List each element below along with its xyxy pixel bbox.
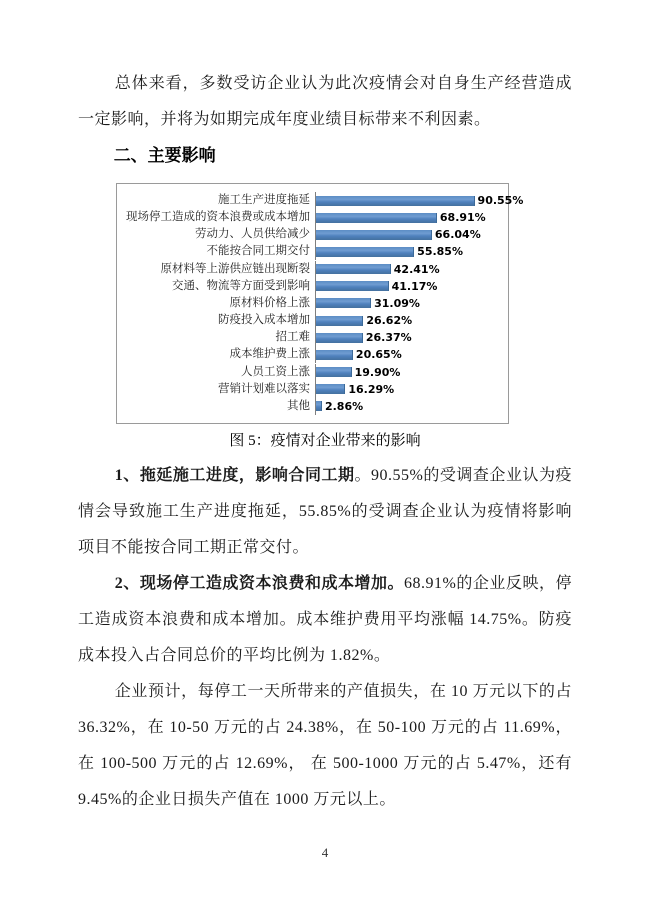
document-content xyxy=(78,66,572,818)
chart-plot-area xyxy=(315,381,506,398)
chart-row xyxy=(117,398,506,415)
chart-category-label: 营销计划难以落实 xyxy=(218,382,310,395)
chart-category-label: 人员工资上涨 xyxy=(241,365,310,378)
chart-value-label: 55.85% xyxy=(417,245,463,259)
chart-row xyxy=(117,312,506,329)
chart-category-label: 原材料等上游供应链出现断裂 xyxy=(160,262,310,275)
chart-row xyxy=(117,226,506,243)
chart-bar xyxy=(316,298,371,308)
chart-bar xyxy=(316,350,353,360)
chart-plot-area xyxy=(315,261,506,278)
chart-row xyxy=(117,346,506,363)
body-paragraph-1 xyxy=(78,458,572,566)
chart-category-label: 现场停工造成的资本浪费或成本增加 xyxy=(126,211,310,224)
chart-category-label: 招工难 xyxy=(275,331,310,344)
chart-plot-area xyxy=(315,295,506,312)
chart-row xyxy=(117,278,506,295)
paragraph-1-text: 。90.55%的受调查企业认为疫情会导致施工生产进度拖延，55.85%的受调查企业认为疫情将影响项目不能按合同工期正常交付。 xyxy=(78,467,572,556)
chart-plot-area xyxy=(315,346,506,363)
chart-plot-area xyxy=(315,278,506,295)
chart-value-label: 42.41% xyxy=(393,262,440,276)
chart-value-label: 20.65% xyxy=(355,348,402,362)
chart-row xyxy=(117,261,506,278)
chart-value-label: 68.91% xyxy=(439,211,486,225)
chart-bar xyxy=(316,264,391,274)
chart-row xyxy=(117,381,506,398)
section-heading: 二、主要影响 xyxy=(113,146,216,165)
chart-category-label: 交通、物流等方面受到影响 xyxy=(172,279,310,292)
chart-bar xyxy=(316,281,389,291)
chart-row xyxy=(117,329,506,346)
figure-caption: 图 5：疫情对企业带来的影响 xyxy=(229,433,421,449)
chart-plot-area xyxy=(315,226,506,243)
chart-value-label: 19.90% xyxy=(354,365,401,379)
chart-value-label: 31.09% xyxy=(374,296,420,310)
intro-paragraph: 总体来看，多数受访企业认为此次疫情会对自身生产经营造成一定影响，并将为如期完成年度业绩目标带来不利因素。 xyxy=(78,75,572,128)
chart-bar xyxy=(316,333,363,343)
chart-bar xyxy=(316,316,363,326)
chart-value-label: 90.55% xyxy=(477,194,524,207)
chart-row xyxy=(117,192,524,209)
body-paragraph-3 xyxy=(78,674,572,818)
chart-plot-area xyxy=(315,312,506,329)
chart-value-label: 16.29% xyxy=(348,382,395,396)
paragraph-2-text: 68.91%的企业反映，停工造成资本浪费和成本增加。成本维护费用平均涨幅 14.75%。防疫成本投入占合同总价的平均比例为 1.82%。 xyxy=(78,575,572,664)
paragraph-2-lead: 2、现场停工造成资本浪费和成本增加。 xyxy=(114,575,405,592)
chart-bar xyxy=(316,401,322,411)
chart-plot-area xyxy=(315,209,506,226)
chart-row xyxy=(117,295,506,312)
chart-value-label: 41.17% xyxy=(391,279,438,293)
chart-bar xyxy=(316,213,437,223)
chart-value-label: 2.86% xyxy=(324,399,364,413)
chart-plot-area xyxy=(315,243,506,260)
chart-row xyxy=(117,243,506,260)
chart-bar xyxy=(316,196,475,206)
chart-value-label: 26.37% xyxy=(365,331,412,345)
chart-row xyxy=(117,364,506,381)
chart-category-label: 原材料价格上涨 xyxy=(229,296,310,309)
chart-category-label: 施工生产进度拖延 xyxy=(218,194,310,206)
chart-value-label: 66.04% xyxy=(434,228,481,242)
chart-value-label: 26.62% xyxy=(366,314,413,328)
chart-category-label: 不能按合同工期交付 xyxy=(206,245,310,258)
chart-plot-area xyxy=(315,364,506,381)
chart-plot-area xyxy=(315,192,523,209)
chart-bar xyxy=(316,367,352,377)
chart-bar xyxy=(316,247,414,257)
body-paragraph-2 xyxy=(78,566,572,674)
chart-category-label: 劳动力、人员供给减少 xyxy=(195,228,310,241)
chart-bar xyxy=(316,230,432,240)
chart-category-label: 其他 xyxy=(287,399,310,412)
chart-plot-area xyxy=(315,398,506,415)
chart-bar xyxy=(316,384,345,394)
page-number: 4 xyxy=(321,845,329,860)
chart-category-label: 防疫投入成本增加 xyxy=(218,314,310,327)
paragraph-1-lead: 1、拖延施工进度，影响合同工期 xyxy=(114,467,355,484)
chart-row xyxy=(117,209,506,226)
bar-chart xyxy=(116,183,524,424)
chart-category-label: 成本维护费上涨 xyxy=(229,348,310,361)
chart-plot-area xyxy=(315,329,506,346)
paragraph-3-text: 企业预计，每停工一天所带来的产值损失，在 10 万元以下的占 36.32%，在 10-50 万元的占 24.38%，在 50-100 万元的占 11.69%，在 100-500 万元的占 12.69%， 在 500-1000 万元的占 5.47%，还有 9.45%的企业日损失产值在 1000 万元以上。 xyxy=(78,683,572,808)
